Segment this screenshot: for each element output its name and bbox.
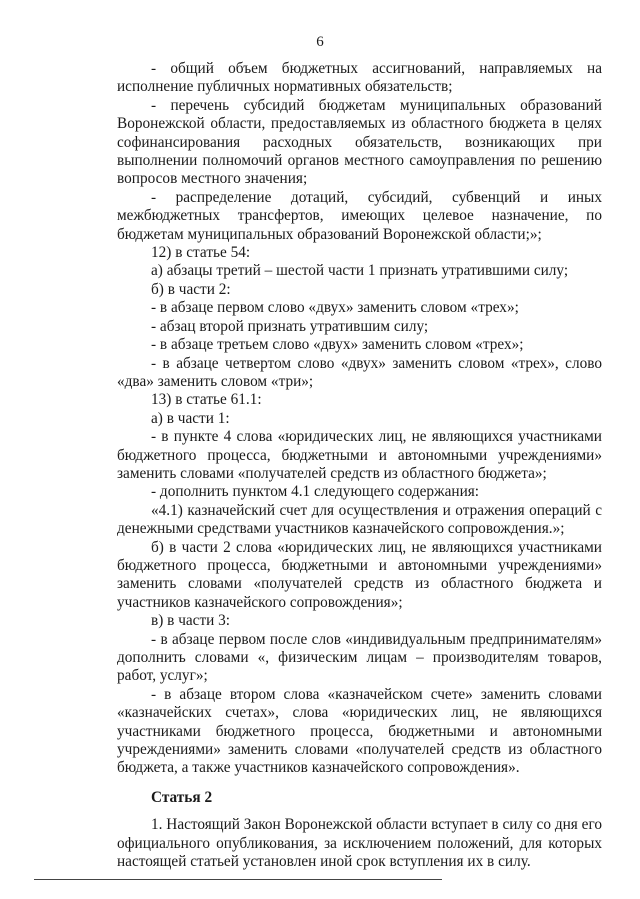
paragraph-17: в) в части 3: [151,612,231,630]
article-2-paragraph-1: 1. Настоящий Закон Воронежской области вступает в силу со дня его официального опубликования, за исключением положений, для которых настоящей статьей установлен иной срок вступления их в силу. [117,816,602,871]
paragraph-3: - распределение дотаций, субсидий, субвенций и иных межбюджетных трансфертов, имеющих целевое назначение, по бюджетам муниципальных образований Воронежской области;»; [117,188,602,243]
paragraph-18: - в абзаце первом после слов «индивидуальным предпринимателям» дополнить словами «, физическим лицам – производителям товаров, работ, услуг»; [117,630,602,685]
paragraph-16: б) в части 2 слова «юридических лиц, не являющихся участниками бюджетного процесса, бюджетными и автономными учреждениями» заменить словами «получателей средств из областного бюджета и участников казначейского сопровождения»; [117,538,602,611]
paragraph-10: - в абзаце четвертом слово «двух» заменить словом «трех», слово «два» заменить словом «три»; [117,354,602,390]
paragraph-12: а) в части 1: [151,409,230,427]
paragraph-4: 12) в статье 54: [151,244,251,262]
paragraph-6: б) в части 2: [151,280,231,298]
paragraph-11: 13) в статье 61.1: [151,391,262,409]
paragraph-9: - в абзаце третьем слово «двух» заменить словом «трех»; [151,336,524,354]
paragraph-7: - в абзаце первом слово «двух» заменить словом «трех»; [151,299,519,317]
paragraph-19: - в абзаце втором слова «казначейском счете» заменить словами «казначейских счетах», слова «юридических лиц, не являющихся участниками бюджетного процесса, бюджетными и автономными учреждениями» заменить словами «получателей средств из областного бюджета, а также участников казначейского сопровождения». [117,685,602,777]
document-body [117,60,602,871]
footer-divider [34,879,442,880]
page-number: 6 [316,34,324,50]
paragraph-5: а) абзацы третий – шестой части 1 признать утратившими силу; [151,262,569,280]
paragraph-14: - дополнить пунктом 4.1 следующего содержания: [151,483,480,501]
paragraph-1: - общий объем бюджетных ассигнований, направляемых на исполнение публичных нормативных обязательств; [117,60,602,96]
article-heading: Статья 2 [151,788,213,806]
paragraph-2: - перечень субсидий бюджетам муниципальных образований Воронежской области, предоставляемых из областного бюджета в целях софинансирования расходных обязательств, возникающих при выполнении полномочий органов местного самоуправления по решению вопросов местного значения; [117,96,602,188]
paragraph-15: «4.1) казначейский счет для осуществления и отражения операций с денежными средствами участников казначейского сопровождения.»; [117,501,602,538]
paragraph-8: - абзац второй признать утратившим силу; [151,317,429,335]
paragraph-13: - в пункте 4 слова «юридических лиц, не являющихся участниками бюджетного процесса, бюджетными и автономными учреждениями» заменить словами «получателей средств из областного бюджета»; [117,428,602,482]
